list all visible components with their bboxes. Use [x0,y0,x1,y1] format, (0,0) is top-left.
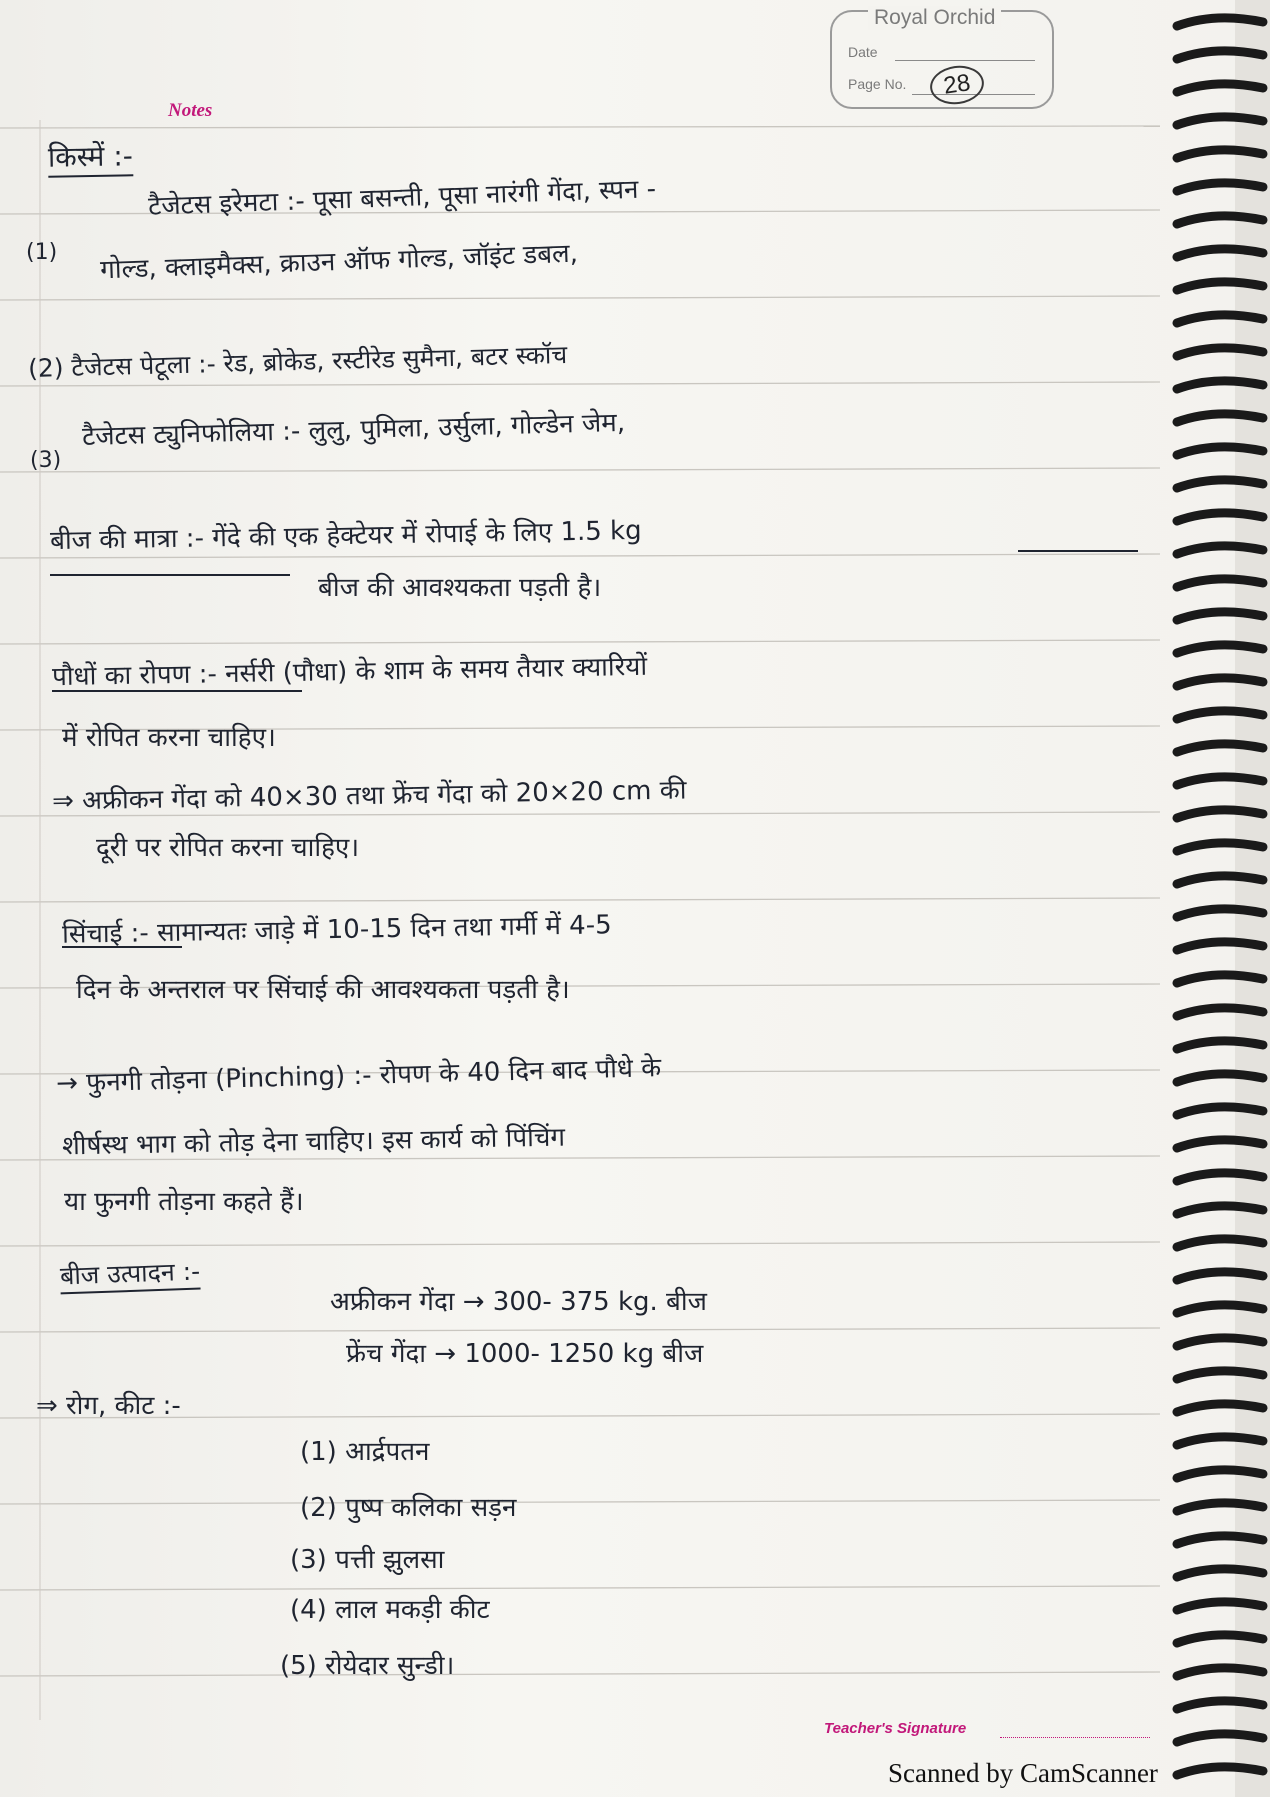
brand-label: Royal Orchid [868,6,1001,30]
disease-item-5: (5) रोयेदार सुन्डी। [280,1651,455,1681]
spacing-line: ⇒ अफ्रीकन गेंदा को 40×30 तथा फ्रेंच गेंदा को 20×20 cm की [51,775,687,817]
spacing-cont: दूरी पर रोपित करना चाहिए। [96,833,360,863]
date-label: Date [848,44,878,60]
diseases-heading: ⇒ रोग, कीट :- [36,1391,181,1421]
item-number-3: (3) [30,448,62,473]
seed-rate-line: बीज की मात्रा :- गेंदे की एक हेक्टेयर में रोपाई के लिए 1.5 kg [49,515,642,557]
page-number: 28 [928,62,987,107]
spiral-binding [1165,0,1270,1797]
disease-item-3: (3) पत्ती झुलसा [290,1545,445,1575]
pinching-line: → फुनगी तोड़ना (Pinching) :- रोपण के 40 दिन बाद पौधे के [55,1053,662,1099]
teacher-signature-blank [1000,1737,1150,1738]
disease-item-2: (2) पुष्प कलिका सड़न [300,1493,517,1523]
page-no-label: Page No. [848,76,907,92]
irrigation-cont: दिन के अन्तराल पर सिंचाई की आवश्यकता पड़ती है। [76,975,570,1005]
irrigation-line: सिंचाई :- सामान्यतः जाड़े में 10-15 दिन तथा गर्मी में 4-5 [61,910,612,950]
item-number-1: (1) [26,240,58,265]
underline-irrigation [62,946,182,948]
notes-label: Notes [168,100,213,121]
underline-seed-rate [1018,550,1138,552]
variety-tenuifolia-line: टैजेटस ट्युनिफोलिया :- लुलु, पुमिला, उर्सुला, गोल्डेन जेम, [81,407,626,453]
variety-erecta-line: टैजेटस इरेमटा :- पूसा बसन्ती, पूसा नारंगी गेंदा, स्पन - [147,174,657,222]
underline-seed-heading [50,574,290,576]
seed-production-heading: बीज उत्पादन :- [59,1254,200,1295]
disease-item-4: (4) लाल मकड़ी कीट [290,1595,490,1625]
disease-item-1: (1) आर्द्रपतन [300,1437,430,1467]
pinching-cont-2: या फुनगी तोड़ना कहते हैं। [64,1187,304,1217]
seed-yield-african: अफ्रीकन गेंदा → 300- 375 kg. बीज [330,1287,707,1317]
date-blank [895,60,1035,61]
variety-patula-line: (2) टैजेटस पेटूला :- रेड, ब्रोकेड, रस्टीरेड सुमैना, बटर स्कॉच [27,339,568,384]
variety-erecta-cont: गोल्ड, क्लाइमैक्स, क्राउन ऑफ गोल्ड, जॉइंट डबल, [99,238,579,286]
seed-rate-cont: बीज की आवश्यकता पड़ती है। [318,573,602,603]
heading-varieties: किस्में :- [48,136,134,177]
pinching-cont: शीर्षस्थ भाग को तोड़ देना चाहिए। इस कार्य को पिंचिंग [61,1122,566,1162]
scanner-watermark: Scanned by CamScanner [888,1758,1158,1788]
seed-yield-french: फ्रेंच गेंदा → 1000- 1250 kg बीज [346,1339,704,1369]
transplanting-cont: में रोपित करना चाहिए। [62,723,276,753]
transplanting-line: पौधों का रोपण :- नर्सरी (पौधा) के शाम के समय तैयार क्यारियों [51,651,648,693]
teacher-signature-label: Teacher's Signature [824,1720,967,1737]
underline-transplanting [52,690,302,692]
